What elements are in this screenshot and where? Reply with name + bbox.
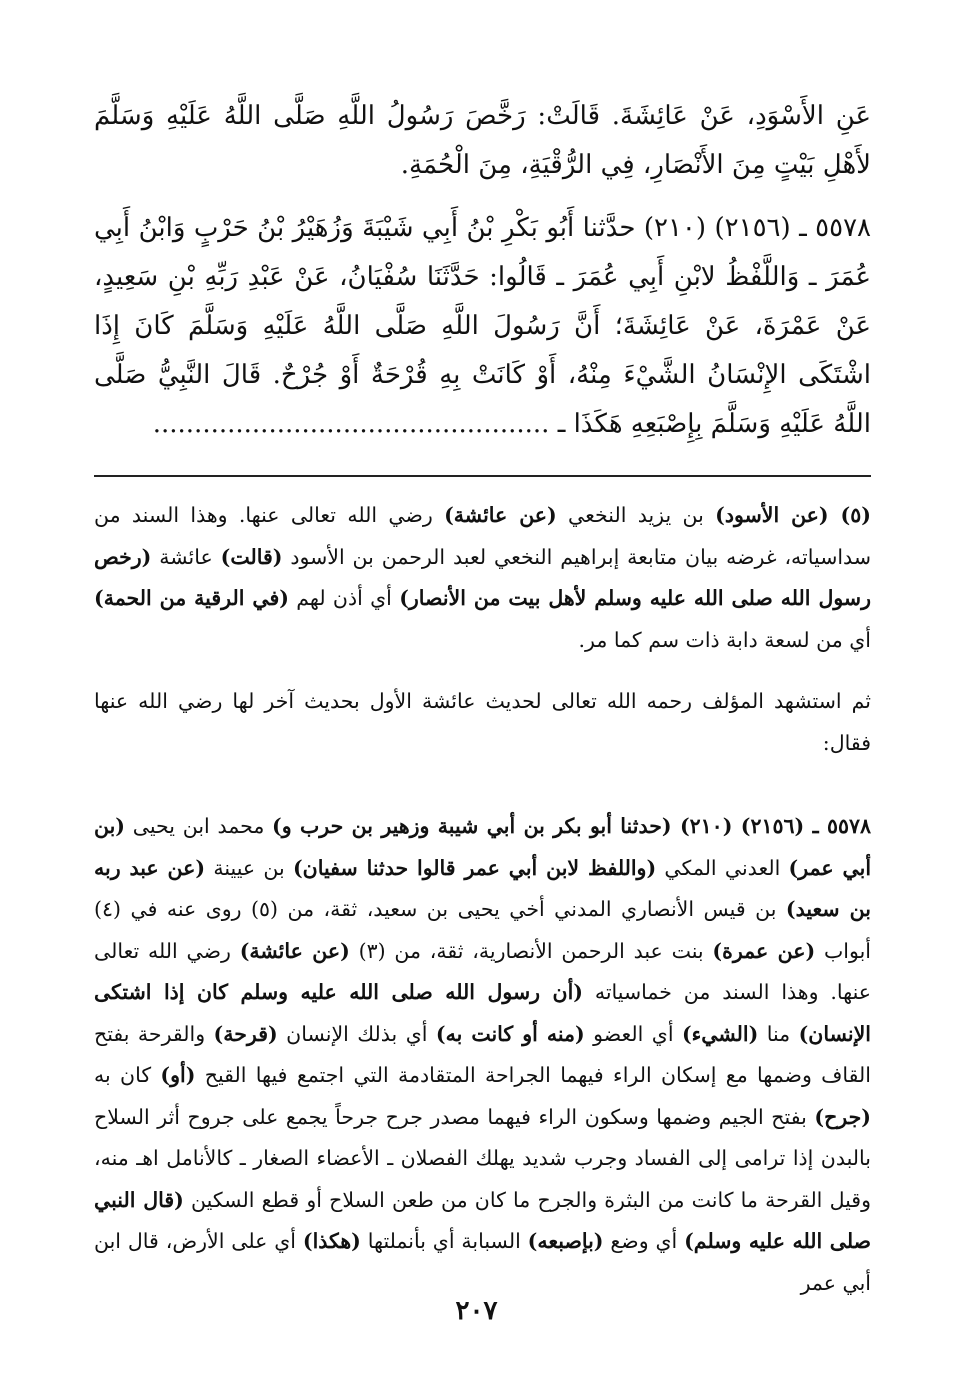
commentary [94, 495, 871, 1304]
hadith-5578-text: ٥٥٧٨ ـ (٢١٥٦) (٢١٠) حدَّثنا أَبُو بَكْرِ بْنُ أَبِي شَيْبَةَ وَزُهَيْرُ بْنُ حَرْبٍ وَابْنُ أَبِي عُمَرَ ـ وَاللَّفْظُ لابْنِ أَبِي عُمَرَ ـ قَالُوا: حَدَّثَنَا سُفْيَانُ، عَنْ عَبْدِ رَبِّهِ بْنِ سَعِيدٍ، عَنْ عَمْرَةَ، عَنْ عَائِشَةَ؛ أَنَّ رَسُولَ اللَّهِ صَلَّى اللَّهُ عَلَيْهِ وَسَلَّمَ كَانَ إِذَا اشْتَكَى الإِنْسَانُ الشَّيْءَ مِنْهُ، أَوْ كَانَتْ بِهِ قُرْحَةٌ أَوْ جُرْحٌ. قَالَ النَّبِيُّ صَلَّى اللَّهُ عَلَيْهِ وَسَلَّمَ بِإِصْبَعِهِ هَكَذَا ـ [94, 213, 871, 439]
commentary-note-5578: ٥٥٧٨ ـ (٢١٥٦) (٢١٠) (حدثنا أبو بكر بن أبي شيبة وزهير بن حرب و) محمد ابن يحيى (بن أبي عمر) العدني المكي (واللفظ لابن أبي عمر قالوا حدثنا سفيان) بن عيينة (عن عبد ربه بن سعيد) بن قيس الأنصاري المدني أخي يحيى بن سعيد، ثقة، من (٥) روى عنه في (٤) أبواب (عن عمرة) بنت عبد الرحمن الأنصارية، ثقة، من (٣) (عن عائشة) رضي الله تعالى عنها. وهذا السند من خماسياته (أن رسول الله صلى الله عليه وسلم كان إذا اشتكى الإنسان) منا (الشيء) أي العضو (منه أو كانت به) أي بذلك الإنسان (قرحة) والقرحة بفتح القاف وضمها مع إسكان الراء فيهما الجراحة المتقادمة التي اجتمع فيها القيح (أو) كان به (جرح) بفتح الجيم وضمها وسكون الراء فيهما مصدر جرح جرحاً يجمع على جروح أثر السلاح بالبدن إذا ترامى إلى الفساد وجرب شديد يهلك الفصلان ـ الأعضاء الصغار ـ كالأنامل اهـ منه، وقيل القرحة ما كانت من البثرة والجرح ما كان من طعن السلاح أو قطع السكين (قال النبي صلى الله عليه وسلم) أي وضع (بإصبعه) السبابة أي بأنملتها (هكذا) أي على الأرض، قال ابن أبي عمر [94, 814, 872, 1295]
previous-hadith-ending: عَنِ الأَسْوَدِ، عَنْ عَائِشَةَ. قَالَتْ: رَخَّصَ رَسُولُ اللَّهِ صَلَّى اللَّهُ عَلَيْهِ وَسَلَّمَ لأَهْلِ بَيْتٍ مِنَ الأَنْصَارِ، فِي الرُّقْيَةِ، مِنَ الْحُمَةِ. [94, 101, 871, 180]
hadith-text [94, 92, 871, 449]
commentary-transition: ثم استشهد المؤلف رحمه الله تعالى لحديث عائشة الأول بحديث آخر لها رضي الله عنها فقال: [94, 689, 871, 755]
continuation-dots: ................................................ [152, 409, 550, 439]
footnote-divider [94, 475, 871, 477]
commentary-note-aswad: (٥) (عن الأسود) بن يزيد النخعي (عن عائشة) رضي الله تعالى عنها. وهذا السند من سداسياته، غرضه بيان متابعة إبراهيم النخعي لعبد الرحمن بن الأسود (قالت) عائشة (رخص رسول الله صلى الله عليه وسلم لأهل بيت من الأنصار) أي أذن لهم (في الرقية من الحمة) أي من لسعة دابة ذات سم كما مر. [94, 503, 871, 652]
hadith-5578 [94, 204, 871, 449]
page-number: ٢٠٧ [455, 1296, 498, 1326]
